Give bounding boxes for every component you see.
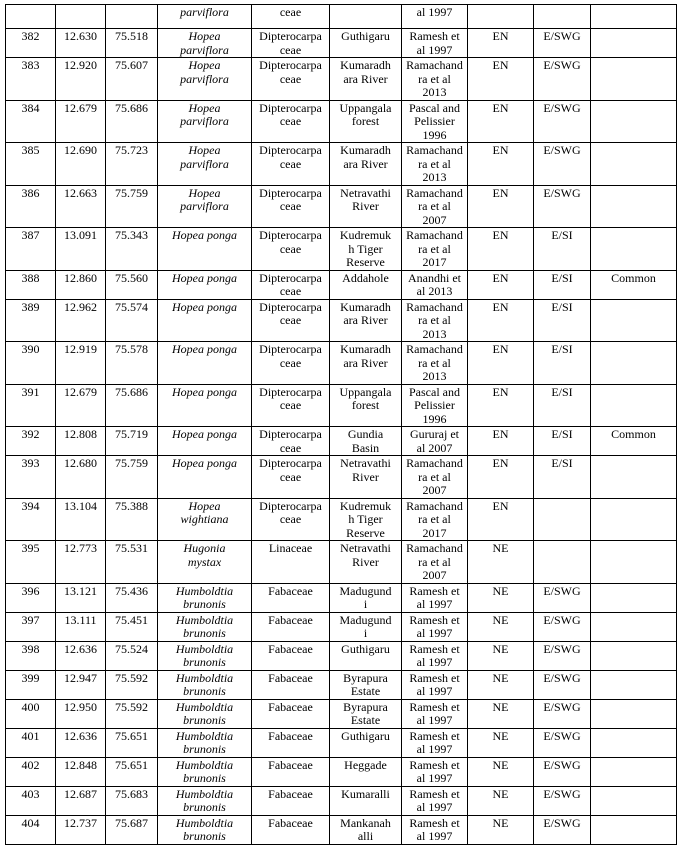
remark-cell: Common bbox=[591, 270, 677, 299]
family-cell: Dipterocarpa ceae bbox=[252, 498, 330, 541]
longitude-cell: 75.574 bbox=[106, 299, 158, 342]
latitude-cell: 12.663 bbox=[56, 185, 106, 228]
species-cell: Humboldtia brunonis bbox=[158, 786, 252, 815]
locality-cell: Netravathi River bbox=[330, 185, 402, 228]
latitude-cell: 12.860 bbox=[56, 270, 106, 299]
row-number: 393 bbox=[6, 456, 56, 499]
locality-cell: Kumaradh ara River bbox=[330, 299, 402, 342]
locality-cell: Kumaradh ara River bbox=[330, 58, 402, 101]
table-row bbox=[6, 670, 677, 699]
species-cell: Hugonia mystax bbox=[158, 541, 252, 584]
remark-cell bbox=[591, 185, 677, 228]
row-number: 397 bbox=[6, 612, 56, 641]
latitude-cell: 12.636 bbox=[56, 728, 106, 757]
locality-cell: Gundia Basin bbox=[330, 427, 402, 456]
status-cell bbox=[468, 5, 534, 29]
status-cell: NE bbox=[468, 728, 534, 757]
longitude-cell: 75.560 bbox=[106, 270, 158, 299]
table-row bbox=[6, 786, 677, 815]
status-cell: EN bbox=[468, 384, 534, 427]
longitude-cell: 75.686 bbox=[106, 100, 158, 143]
row-number: 398 bbox=[6, 641, 56, 670]
reference-cell: Gururaj et al 2007 bbox=[402, 427, 468, 456]
status-cell: NE bbox=[468, 815, 534, 844]
distribution-cell: E/SWG bbox=[534, 58, 591, 101]
row-number: 403 bbox=[6, 786, 56, 815]
reference-cell: Ramachand ra et al 2007 bbox=[402, 185, 468, 228]
reference-cell: al 1997 bbox=[402, 5, 468, 29]
family-cell: Dipterocarpa ceae bbox=[252, 29, 330, 58]
reference-cell: Ramachand ra et al 2013 bbox=[402, 58, 468, 101]
reference-cell: Ramesh et al 1997 bbox=[402, 29, 468, 58]
table-row bbox=[6, 270, 677, 299]
latitude-cell: 12.947 bbox=[56, 670, 106, 699]
distribution-cell bbox=[534, 498, 591, 541]
distribution-cell: E/SWG bbox=[534, 815, 591, 844]
species-cell: Hopea parviflora bbox=[158, 29, 252, 58]
distribution-cell: E/SWG bbox=[534, 757, 591, 786]
locality-cell: Guthigaru bbox=[330, 29, 402, 58]
reference-cell: Ramachand ra et al 2013 bbox=[402, 342, 468, 385]
longitude-cell: 75.723 bbox=[106, 143, 158, 186]
latitude-cell: 12.920 bbox=[56, 58, 106, 101]
locality-cell: Kudremuk h Tiger Reserve bbox=[330, 228, 402, 271]
family-cell: Dipterocarpa ceae bbox=[252, 456, 330, 499]
longitude-cell: 75.436 bbox=[106, 583, 158, 612]
family-cell: Dipterocarpa ceae bbox=[252, 427, 330, 456]
species-cell: Hopea wightiana bbox=[158, 498, 252, 541]
row-number: 390 bbox=[6, 342, 56, 385]
locality-cell: Kumaralli bbox=[330, 786, 402, 815]
family-cell: Dipterocarpa ceae bbox=[252, 100, 330, 143]
locality-cell: Kumaradh ara River bbox=[330, 143, 402, 186]
family-cell: Dipterocarpa ceae bbox=[252, 228, 330, 271]
species-cell: Hopea ponga bbox=[158, 384, 252, 427]
family-cell: Dipterocarpa ceae bbox=[252, 342, 330, 385]
status-cell: NE bbox=[468, 786, 534, 815]
status-cell: EN bbox=[468, 498, 534, 541]
distribution-cell: E/SWG bbox=[534, 612, 591, 641]
longitude-cell: 75.687 bbox=[106, 815, 158, 844]
family-cell: Fabaceae bbox=[252, 699, 330, 728]
distribution-cell: E/SI bbox=[534, 299, 591, 342]
longitude-cell bbox=[106, 5, 158, 29]
longitude-cell: 75.388 bbox=[106, 498, 158, 541]
reference-cell: Ramachand ra et al 2013 bbox=[402, 299, 468, 342]
latitude-cell: 13.121 bbox=[56, 583, 106, 612]
family-cell: Fabaceae bbox=[252, 757, 330, 786]
remark-cell: Common bbox=[591, 427, 677, 456]
row-number: 399 bbox=[6, 670, 56, 699]
reference-cell: Ramesh et al 1997 bbox=[402, 699, 468, 728]
table-row bbox=[6, 5, 677, 29]
status-cell: EN bbox=[468, 143, 534, 186]
row-number: 387 bbox=[6, 228, 56, 271]
row-number: 392 bbox=[6, 427, 56, 456]
remark-cell bbox=[591, 670, 677, 699]
table-row bbox=[6, 58, 677, 101]
longitude-cell: 75.651 bbox=[106, 757, 158, 786]
remark-cell bbox=[591, 456, 677, 499]
remark-cell bbox=[591, 498, 677, 541]
longitude-cell: 75.686 bbox=[106, 384, 158, 427]
locality-cell: Netravathi River bbox=[330, 456, 402, 499]
family-cell: Fabaceae bbox=[252, 728, 330, 757]
species-cell: Hopea parviflora bbox=[158, 100, 252, 143]
status-cell: EN bbox=[468, 29, 534, 58]
distribution-cell: E/SWG bbox=[534, 641, 591, 670]
row-number: 400 bbox=[6, 699, 56, 728]
status-cell: EN bbox=[468, 100, 534, 143]
locality-cell: Kudremuk h Tiger Reserve bbox=[330, 498, 402, 541]
locality-cell: Addahole bbox=[330, 270, 402, 299]
table-body bbox=[6, 5, 677, 845]
distribution-cell: E/SWG bbox=[534, 786, 591, 815]
species-cell: Hopea parviflora bbox=[158, 58, 252, 101]
distribution-cell: E/SWG bbox=[534, 100, 591, 143]
locality-cell: Uppangala forest bbox=[330, 384, 402, 427]
row-number: 391 bbox=[6, 384, 56, 427]
latitude-cell: 12.636 bbox=[56, 641, 106, 670]
latitude-cell: 12.950 bbox=[56, 699, 106, 728]
status-cell: NE bbox=[468, 670, 534, 699]
latitude-cell bbox=[56, 5, 106, 29]
distribution-cell: E/SWG bbox=[534, 583, 591, 612]
locality-cell: Madugund i bbox=[330, 612, 402, 641]
remark-cell bbox=[591, 5, 677, 29]
remark-cell bbox=[591, 728, 677, 757]
latitude-cell: 12.630 bbox=[56, 29, 106, 58]
species-cell: Humboldtia brunonis bbox=[158, 757, 252, 786]
reference-cell: Ramachand ra et al 2017 bbox=[402, 228, 468, 271]
row-number: 384 bbox=[6, 100, 56, 143]
species-cell: Hopea ponga bbox=[158, 427, 252, 456]
table-row bbox=[6, 456, 677, 499]
latitude-cell: 12.808 bbox=[56, 427, 106, 456]
table-row bbox=[6, 699, 677, 728]
reference-cell: Ramesh et al 1997 bbox=[402, 786, 468, 815]
longitude-cell: 75.531 bbox=[106, 541, 158, 584]
latitude-cell: 12.737 bbox=[56, 815, 106, 844]
species-cell: Hopea parviflora bbox=[158, 185, 252, 228]
species-cell: Humboldtia brunonis bbox=[158, 699, 252, 728]
distribution-cell: E/SWG bbox=[534, 185, 591, 228]
table-row bbox=[6, 185, 677, 228]
family-cell: Fabaceae bbox=[252, 612, 330, 641]
status-cell: EN bbox=[468, 228, 534, 271]
species-cell: Hopea ponga bbox=[158, 270, 252, 299]
species-cell: Humboldtia brunonis bbox=[158, 815, 252, 844]
family-cell: Fabaceae bbox=[252, 641, 330, 670]
distribution-cell: E/SI bbox=[534, 228, 591, 271]
row-number: 402 bbox=[6, 757, 56, 786]
row-number: 395 bbox=[6, 541, 56, 584]
table-row bbox=[6, 757, 677, 786]
table-row bbox=[6, 143, 677, 186]
family-cell: Dipterocarpa ceae bbox=[252, 143, 330, 186]
table-row bbox=[6, 612, 677, 641]
table-row bbox=[6, 384, 677, 427]
species-cell: Hopea parviflora bbox=[158, 143, 252, 186]
species-cell: Hopea ponga bbox=[158, 228, 252, 271]
distribution-cell bbox=[534, 541, 591, 584]
longitude-cell: 75.759 bbox=[106, 185, 158, 228]
species-cell: Hopea ponga bbox=[158, 342, 252, 385]
remark-cell bbox=[591, 100, 677, 143]
reference-cell: Ramesh et al 1997 bbox=[402, 815, 468, 844]
table-row bbox=[6, 641, 677, 670]
row-number: 389 bbox=[6, 299, 56, 342]
row-number: 385 bbox=[6, 143, 56, 186]
latitude-cell: 12.679 bbox=[56, 384, 106, 427]
row-number: 383 bbox=[6, 58, 56, 101]
remark-cell bbox=[591, 143, 677, 186]
latitude-cell: 12.848 bbox=[56, 757, 106, 786]
locality-cell: Mankanah alli bbox=[330, 815, 402, 844]
family-cell: Dipterocarpa ceae bbox=[252, 384, 330, 427]
latitude-cell: 12.679 bbox=[56, 100, 106, 143]
family-cell: Dipterocarpa ceae bbox=[252, 270, 330, 299]
distribution-cell: E/SWG bbox=[534, 728, 591, 757]
status-cell: NE bbox=[468, 699, 534, 728]
status-cell: EN bbox=[468, 456, 534, 499]
locality-cell: Heggade bbox=[330, 757, 402, 786]
reference-cell: Ramesh et al 1997 bbox=[402, 670, 468, 699]
row-number: 396 bbox=[6, 583, 56, 612]
species-cell: Hopea ponga bbox=[158, 456, 252, 499]
family-cell: Dipterocarpa ceae bbox=[252, 58, 330, 101]
table-row bbox=[6, 583, 677, 612]
locality-cell: Byrapura Estate bbox=[330, 670, 402, 699]
status-cell: NE bbox=[468, 641, 534, 670]
longitude-cell: 75.651 bbox=[106, 728, 158, 757]
distribution-cell: E/SI bbox=[534, 456, 591, 499]
latitude-cell: 13.111 bbox=[56, 612, 106, 641]
species-cell: Humboldtia brunonis bbox=[158, 670, 252, 699]
status-cell: NE bbox=[468, 757, 534, 786]
species-cell: Humboldtia brunonis bbox=[158, 583, 252, 612]
species-cell: Humboldtia brunonis bbox=[158, 728, 252, 757]
reference-cell: Ramesh et al 1997 bbox=[402, 583, 468, 612]
longitude-cell: 75.343 bbox=[106, 228, 158, 271]
row-number: 382 bbox=[6, 29, 56, 58]
status-cell: EN bbox=[468, 299, 534, 342]
status-cell: NE bbox=[468, 612, 534, 641]
remark-cell bbox=[591, 384, 677, 427]
family-cell: Fabaceae bbox=[252, 670, 330, 699]
status-cell: EN bbox=[468, 427, 534, 456]
longitude-cell: 75.719 bbox=[106, 427, 158, 456]
status-cell: EN bbox=[468, 58, 534, 101]
latitude-cell: 12.680 bbox=[56, 456, 106, 499]
remark-cell bbox=[591, 583, 677, 612]
family-cell: Dipterocarpa ceae bbox=[252, 299, 330, 342]
family-cell: Fabaceae bbox=[252, 815, 330, 844]
table-row bbox=[6, 228, 677, 271]
longitude-cell: 75.607 bbox=[106, 58, 158, 101]
locality-cell: Kumaradh ara River bbox=[330, 342, 402, 385]
status-cell: EN bbox=[468, 342, 534, 385]
latitude-cell: 13.104 bbox=[56, 498, 106, 541]
table-row bbox=[6, 29, 677, 58]
longitude-cell: 75.578 bbox=[106, 342, 158, 385]
family-cell: ceae bbox=[252, 5, 330, 29]
distribution-cell: E/SWG bbox=[534, 670, 591, 699]
remark-cell bbox=[591, 612, 677, 641]
status-cell: EN bbox=[468, 270, 534, 299]
status-cell: NE bbox=[468, 583, 534, 612]
reference-cell: Ramesh et al 1997 bbox=[402, 612, 468, 641]
distribution-cell bbox=[534, 5, 591, 29]
distribution-cell: E/SI bbox=[534, 342, 591, 385]
longitude-cell: 75.683 bbox=[106, 786, 158, 815]
distribution-cell: E/SWG bbox=[534, 699, 591, 728]
family-cell: Fabaceae bbox=[252, 583, 330, 612]
row-number: 386 bbox=[6, 185, 56, 228]
latitude-cell: 12.773 bbox=[56, 541, 106, 584]
distribution-cell: E/SI bbox=[534, 270, 591, 299]
table-row bbox=[6, 100, 677, 143]
table-row bbox=[6, 815, 677, 844]
table-row bbox=[6, 541, 677, 584]
distribution-cell: E/SWG bbox=[534, 143, 591, 186]
remark-cell bbox=[591, 342, 677, 385]
distribution-cell: E/SWG bbox=[534, 29, 591, 58]
family-cell: Linaceae bbox=[252, 541, 330, 584]
reference-cell: Pascal and Pelissier 1996 bbox=[402, 100, 468, 143]
reference-cell: Pascal and Pelissier 1996 bbox=[402, 384, 468, 427]
locality-cell: Uppangala forest bbox=[330, 100, 402, 143]
remark-cell bbox=[591, 815, 677, 844]
locality-cell bbox=[330, 5, 402, 29]
species-cell: Humboldtia brunonis bbox=[158, 612, 252, 641]
reference-cell: Ramachand ra et al 2017 bbox=[402, 498, 468, 541]
reference-cell: Ramachand ra et al 2013 bbox=[402, 143, 468, 186]
reference-cell: Ramesh et al 1997 bbox=[402, 757, 468, 786]
remark-cell bbox=[591, 641, 677, 670]
locality-cell: Guthigaru bbox=[330, 641, 402, 670]
row-number: 401 bbox=[6, 728, 56, 757]
reference-cell: Ramesh et al 1997 bbox=[402, 728, 468, 757]
locality-cell: Netravathi River bbox=[330, 541, 402, 584]
locality-cell: Madugund i bbox=[330, 583, 402, 612]
species-cell: parviflora bbox=[158, 5, 252, 29]
longitude-cell: 75.524 bbox=[106, 641, 158, 670]
longitude-cell: 75.759 bbox=[106, 456, 158, 499]
locality-cell: Guthigaru bbox=[330, 728, 402, 757]
table-row bbox=[6, 427, 677, 456]
remark-cell bbox=[591, 58, 677, 101]
species-cell: Hopea ponga bbox=[158, 299, 252, 342]
remark-cell bbox=[591, 786, 677, 815]
latitude-cell: 12.919 bbox=[56, 342, 106, 385]
table-row bbox=[6, 728, 677, 757]
longitude-cell: 75.518 bbox=[106, 29, 158, 58]
reference-cell: Ramachand ra et al 2007 bbox=[402, 456, 468, 499]
distribution-cell: E/SI bbox=[534, 384, 591, 427]
latitude-cell: 12.690 bbox=[56, 143, 106, 186]
remark-cell bbox=[591, 228, 677, 271]
latitude-cell: 12.687 bbox=[56, 786, 106, 815]
longitude-cell: 75.451 bbox=[106, 612, 158, 641]
row-number bbox=[6, 5, 56, 29]
species-occurrence-table bbox=[5, 4, 677, 845]
table-row bbox=[6, 342, 677, 385]
latitude-cell: 13.091 bbox=[56, 228, 106, 271]
remark-cell bbox=[591, 757, 677, 786]
remark-cell bbox=[591, 29, 677, 58]
species-cell: Humboldtia brunonis bbox=[158, 641, 252, 670]
longitude-cell: 75.592 bbox=[106, 670, 158, 699]
status-cell: EN bbox=[468, 185, 534, 228]
locality-cell: Byrapura Estate bbox=[330, 699, 402, 728]
row-number: 394 bbox=[6, 498, 56, 541]
remark-cell bbox=[591, 541, 677, 584]
reference-cell: Anandhi et al 2013 bbox=[402, 270, 468, 299]
distribution-cell: E/SI bbox=[534, 427, 591, 456]
table-row bbox=[6, 299, 677, 342]
remark-cell bbox=[591, 699, 677, 728]
status-cell: NE bbox=[468, 541, 534, 584]
row-number: 404 bbox=[6, 815, 56, 844]
row-number: 388 bbox=[6, 270, 56, 299]
reference-cell: Ramesh et al 1997 bbox=[402, 641, 468, 670]
table-row bbox=[6, 498, 677, 541]
longitude-cell: 75.592 bbox=[106, 699, 158, 728]
family-cell: Fabaceae bbox=[252, 786, 330, 815]
remark-cell bbox=[591, 299, 677, 342]
latitude-cell: 12.962 bbox=[56, 299, 106, 342]
reference-cell: Ramachand ra et al 2007 bbox=[402, 541, 468, 584]
family-cell: Dipterocarpa ceae bbox=[252, 185, 330, 228]
